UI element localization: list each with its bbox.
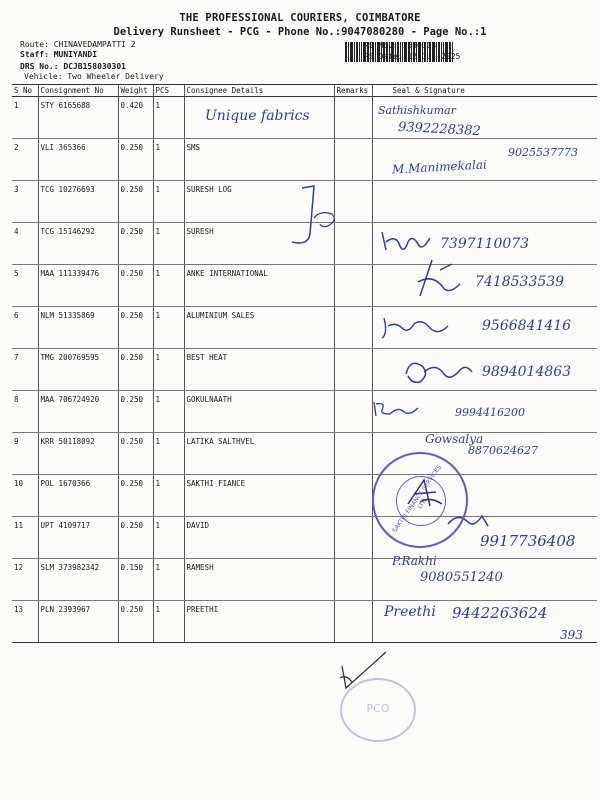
cell-remarks <box>334 97 372 139</box>
handwritten-phone-7: 9894014863 <box>482 364 572 380</box>
handwritten-phone-6: 9566841416 <box>482 318 572 334</box>
cell-weight: 0.150 <box>118 559 153 601</box>
cell-pcs: 1 <box>153 223 184 265</box>
cell-sno: 4 <box>12 223 38 265</box>
handwritten-phone-11: 9917736408 <box>480 532 576 550</box>
cell-weight: 0.250 <box>118 265 153 307</box>
signature-scribble-6 <box>378 312 458 340</box>
table-row <box>12 475 597 517</box>
col-remarks: Remarks <box>334 85 372 97</box>
cell-remarks <box>334 433 372 475</box>
col-weight: Weight <box>118 85 153 97</box>
cell-consignment: SLM 373982342 <box>38 559 118 601</box>
cell-consignee: SURESH <box>184 223 334 265</box>
cell-remarks <box>334 349 372 391</box>
cell-sno: 8 <box>12 391 38 433</box>
table-header-row <box>12 85 597 97</box>
cell-weight: 0.250 <box>118 433 153 475</box>
cell-remarks <box>334 265 372 307</box>
cell-consignment: NLM 51335869 <box>38 307 118 349</box>
handwritten-phone-2: 9025537773 <box>508 146 578 159</box>
cell-consignee: DAVID <box>184 517 334 559</box>
handwritten-signature-1: Sathishkumar <box>378 104 456 117</box>
cell-consignment: TMG 200769595 <box>38 349 118 391</box>
cell-pcs: 1 <box>153 475 184 517</box>
handwritten-phone-1: 9392228382 <box>397 119 482 140</box>
cell-remarks <box>334 601 372 643</box>
cell-consignment: MAA 111339476 <box>38 265 118 307</box>
document-subtitle: Delivery Runsheet - PCG - Phone No.:9047080280 - Page No.:1 <box>113 26 487 38</box>
cell-sno: 11 <box>12 517 38 559</box>
handwritten-consignee-1: Unique fabrics <box>205 108 310 124</box>
cell-consignee: ALUMINIUM SALES <box>184 307 334 349</box>
cell-remarks <box>334 391 372 433</box>
cell-pcs: 1 <box>153 265 184 307</box>
cell-consignee: GOKULNAATH <box>184 391 334 433</box>
cell-consignee: LATIKA SALTHVEL <box>184 433 334 475</box>
cell-remarks <box>334 475 372 517</box>
cell-pcs: 1 <box>153 559 184 601</box>
handwritten-phone-8: 9994416200 <box>455 406 525 419</box>
cell-weight: 0.250 <box>118 181 153 223</box>
cell-consignee: PREETHI <box>184 601 334 643</box>
cell-signature <box>372 181 597 223</box>
cell-pcs: 1 <box>153 181 184 223</box>
cell-remarks <box>334 517 372 559</box>
cell-sno: 12 <box>12 559 38 601</box>
cell-weight: 0.250 <box>118 139 153 181</box>
cell-consignment: TCG 15146292 <box>38 223 118 265</box>
cell-pcs: 1 <box>153 349 184 391</box>
cell-consignment: PLN 2393967 <box>38 601 118 643</box>
cell-pcs: 1 <box>153 97 184 139</box>
vehicle-field: Vehicle: Two Wheeler Delivery <box>24 72 164 81</box>
table-row <box>12 139 597 181</box>
drs-number: DRS No.: DCJB158030301 <box>20 62 126 71</box>
cell-sno: 13 <box>12 601 38 643</box>
cell-consignment: TCG 10276693 <box>38 181 118 223</box>
cell-sno: 9 <box>12 433 38 475</box>
cell-remarks <box>334 307 372 349</box>
cell-consignee: SURESH LOG <box>184 181 334 223</box>
handwritten-phone-9: 8870624627 <box>468 444 538 457</box>
cell-sno: 10 <box>12 475 38 517</box>
cell-sno: 7 <box>12 349 38 391</box>
col-consignee: Consignee Details <box>184 85 334 97</box>
cell-sno: 6 <box>12 307 38 349</box>
cell-consignee: RAMESH <box>184 559 334 601</box>
route-field: Route: CHINAVEDAMPATTI 2 <box>20 40 136 49</box>
cell-weight: 0.250 <box>118 307 153 349</box>
cell-remarks <box>334 559 372 601</box>
staff-field: Staff: MUNIYANDI <box>20 50 98 59</box>
document-title: THE PROFESSIONAL COURIERS, COIMBATORE <box>179 12 421 24</box>
handwritten-phone-4: 7397110073 <box>440 236 530 252</box>
cell-weight: 0.250 <box>118 349 153 391</box>
cell-pcs: 1 <box>153 307 184 349</box>
col-consignment: Consignment No <box>38 85 118 97</box>
cell-consignment: KRR 50118092 <box>38 433 118 475</box>
cell-sno: 5 <box>12 265 38 307</box>
handwritten-phone-13: 9442263624 <box>452 604 548 622</box>
faint-stamp: PCO <box>340 678 416 742</box>
signature-scribble-4 <box>378 228 438 256</box>
col-sno: S No <box>12 85 38 97</box>
cell-consignee: BEST HEAT <box>184 349 334 391</box>
cell-sno: 1 <box>12 97 38 139</box>
cell-pcs: 1 <box>153 433 184 475</box>
cell-pcs: 1 <box>153 139 184 181</box>
handwritten-signature-2: M.Manimekalai <box>391 157 488 177</box>
cell-weight: 0.250 <box>118 391 153 433</box>
cell-sno: 2 <box>12 139 38 181</box>
cell-consignment: POL 1670366 <box>38 475 118 517</box>
col-pcs: PCS <box>153 85 184 97</box>
cell-consignee: ANKE INTERNATIONAL <box>184 265 334 307</box>
cell-weight: 0.250 <box>118 475 153 517</box>
cell-weight: 0.250 <box>118 223 153 265</box>
signature-scribble-3-4 <box>280 180 350 250</box>
cell-pcs: 1 <box>153 601 184 643</box>
cell-weight: 0.420 <box>118 97 153 139</box>
cell-consignment: MAA 706724920 <box>38 391 118 433</box>
signature-scribble-7 <box>400 354 480 388</box>
signature-scribble-8 <box>370 398 430 420</box>
cell-consignment: STY 6165688 <box>38 97 118 139</box>
cell-sno: 3 <box>12 181 38 223</box>
cell-consignment: VLI 365366 <box>38 139 118 181</box>
signature-scribble-5 <box>412 256 472 304</box>
cell-weight: 0.250 <box>118 601 153 643</box>
handwritten-name-9: Gowsalya <box>425 432 484 446</box>
cell-consignee: SMS <box>184 139 334 181</box>
handwritten-signature-13: Preethi <box>384 604 436 620</box>
rs-date: RS Date: 12-Jul-2025 <box>364 52 461 61</box>
cell-consignment: UPT 4109717 <box>38 517 118 559</box>
handwritten-phone-12: 9080551240 <box>420 570 503 585</box>
handwritten-signature-12: P.Rakhi <box>392 554 437 568</box>
table-row <box>12 559 597 601</box>
rs-number: RS No.: 1580303 <box>364 41 437 50</box>
cell-consignee: SAKTHI FIANCE <box>184 475 334 517</box>
cell-pcs: 1 <box>153 391 184 433</box>
company-seal-stamp: SAKTHI FINANCE SERVICES LTD. <box>372 452 468 548</box>
cell-pcs: 1 <box>153 517 184 559</box>
cell-remarks <box>334 139 372 181</box>
handwritten-phone-5: 7418533539 <box>475 274 565 290</box>
col-signature: Seal & Signature <box>372 85 597 97</box>
handwritten-extra-13: 393 <box>560 628 583 642</box>
cell-weight: 0.250 <box>118 517 153 559</box>
